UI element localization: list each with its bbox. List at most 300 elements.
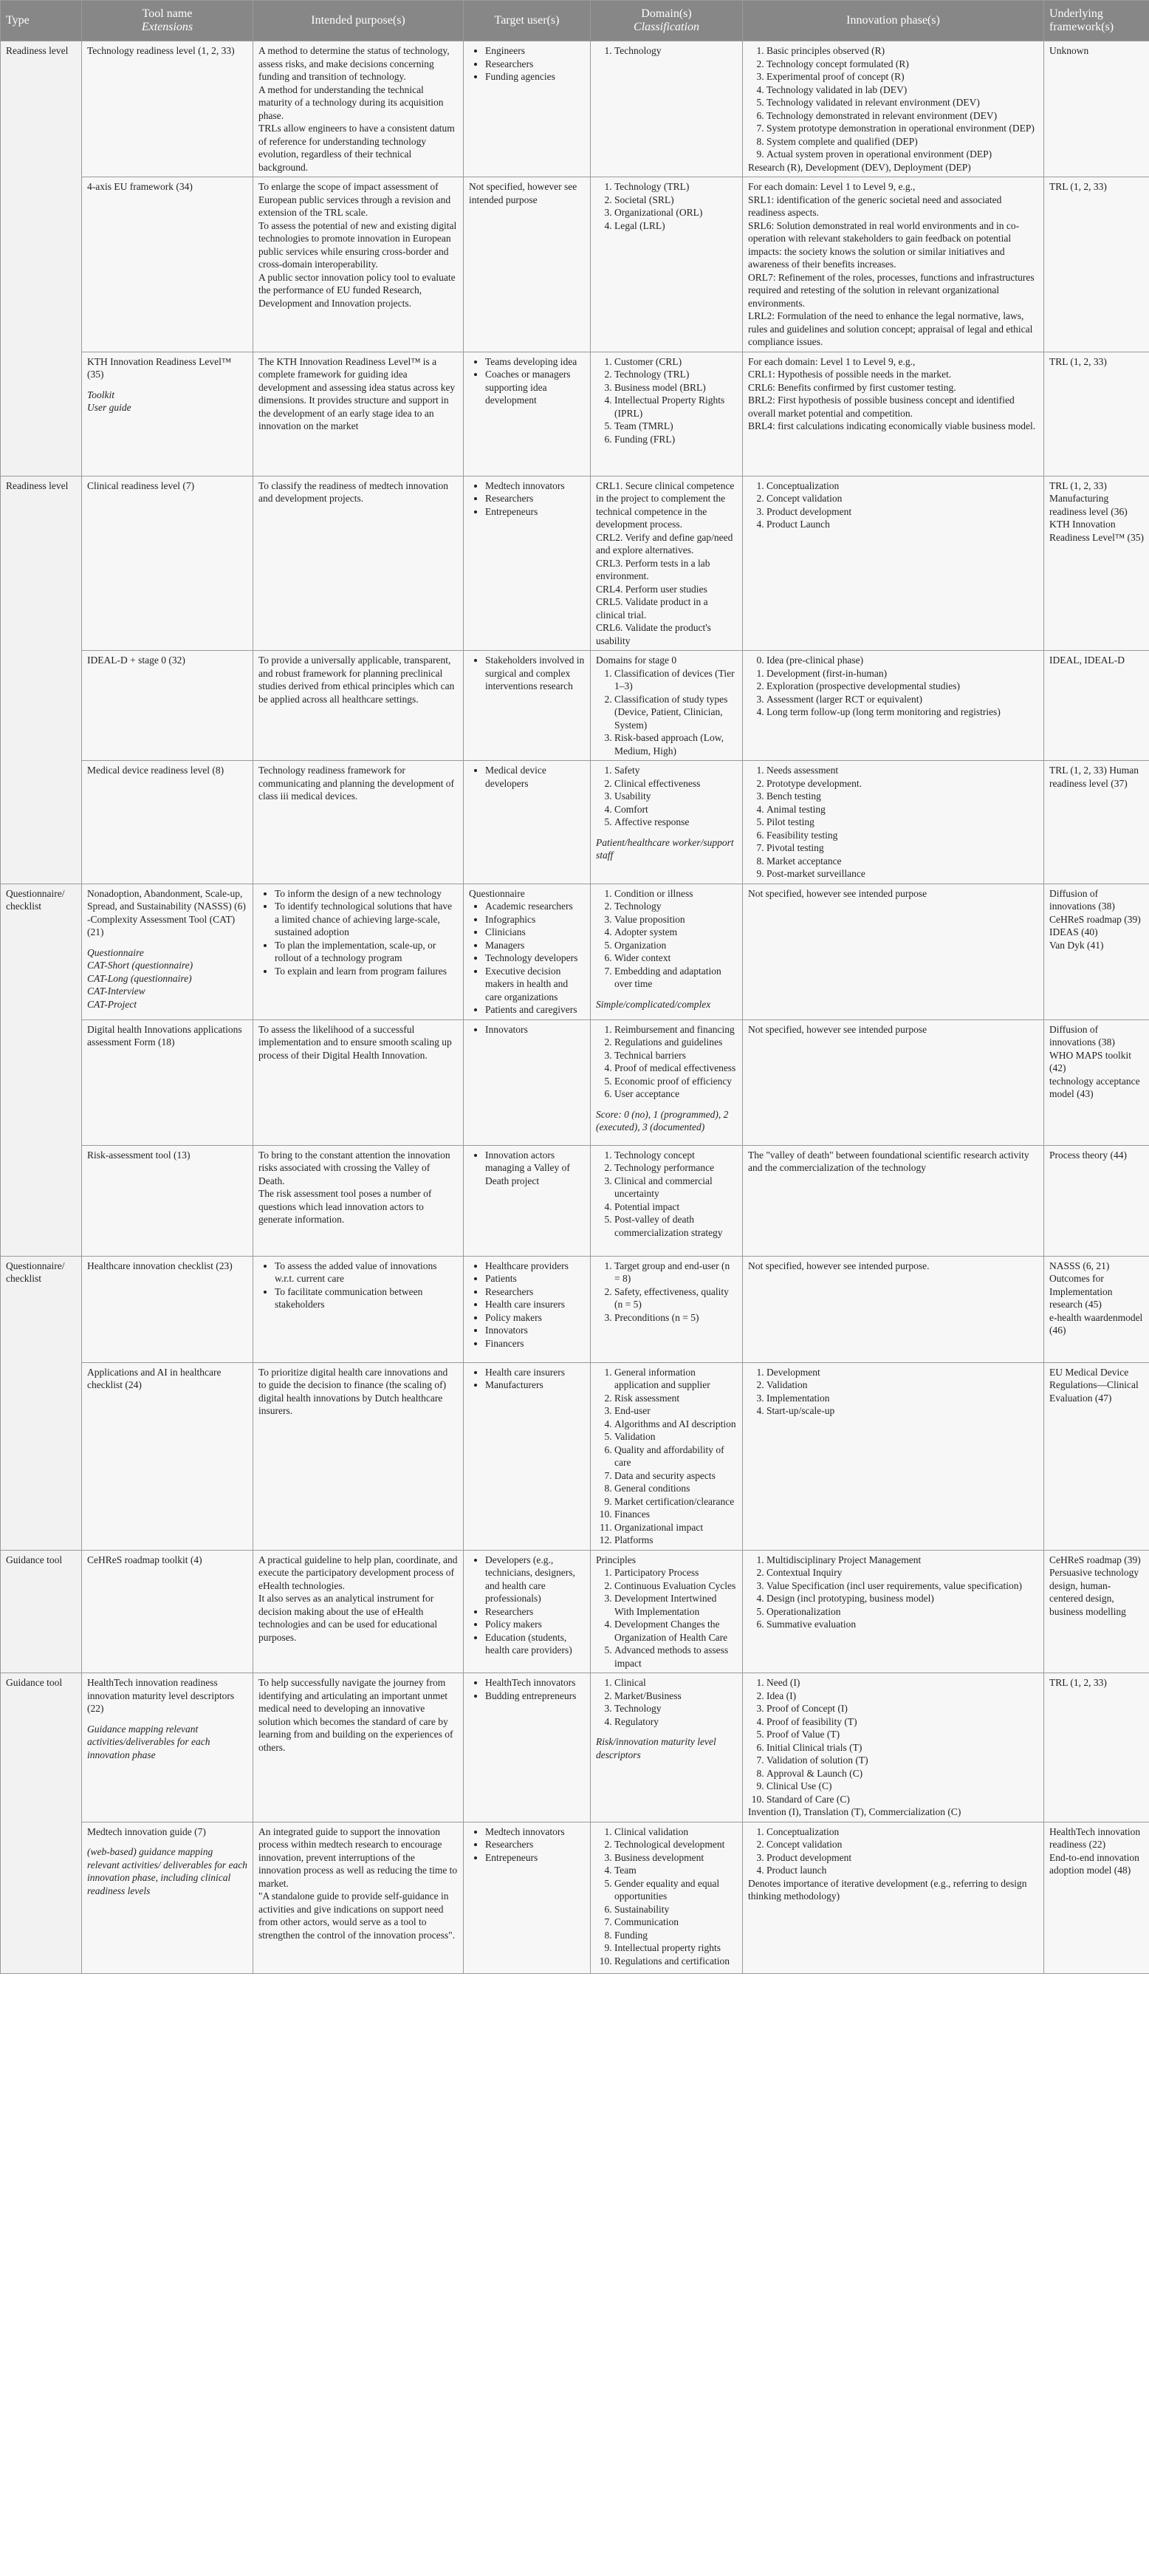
table-row	[1, 1673, 1149, 1822]
domain-item: 1. Condition or illness	[614, 887, 737, 901]
purpose-item: • To plan the implementation, scale-up, or rollout of a technology program	[275, 939, 458, 965]
framework-text: IDEAS (40)	[1049, 926, 1098, 937]
domain-item: 1. Customer (CRL)	[614, 355, 737, 369]
tool-name-cell	[82, 41, 253, 177]
user-item: • Researchers	[485, 492, 585, 505]
phases-text: CRL1: Hypothesis of possible needs in the market.	[748, 369, 952, 380]
phases-list	[748, 764, 1038, 881]
purpose-text: To bring to the constant attention the innovation risks associated with crossing the Valley of Death.	[258, 1149, 450, 1186]
phase-item: 4. Proof of feasibility (T)	[766, 1715, 1038, 1729]
domains-text: CRL1. Secure clinical competence in the project to complement the technical competence in the development process.	[596, 479, 735, 530]
domain-item: 6. Quality and affordability of care	[614, 1444, 737, 1469]
domains-list	[596, 887, 737, 991]
phases-list	[748, 654, 1038, 719]
phases-text: Not specified, however see intended purpose	[748, 887, 927, 899]
user-item: • Entrepeneurs	[485, 1851, 585, 1865]
domains-list	[596, 1566, 737, 1670]
users-list	[469, 1676, 585, 1702]
phase-item: 5. Proof of Value (T)	[766, 1728, 1038, 1741]
tool-name-cell	[82, 1256, 253, 1362]
domains-list	[596, 1825, 737, 1968]
header-domains-sub: Classification	[634, 21, 699, 33]
table-row	[1, 1362, 1149, 1550]
domains-cell	[591, 1145, 743, 1256]
tool-name-cell	[82, 1550, 253, 1673]
phase-item: 3. Value Specification (incl user requirements, value specification)	[766, 1579, 1038, 1593]
purpose-list	[258, 1260, 458, 1311]
phase-item: 3. Bench testing	[766, 790, 1038, 803]
phase-item: 2. Validation	[766, 1378, 1038, 1392]
users-list	[469, 764, 585, 790]
phase-item: 1. Multidisciplinary Project Management	[766, 1554, 1038, 1567]
tool-name-cell	[82, 651, 253, 761]
domain-item: 1. Safety	[614, 764, 737, 777]
phase-item: 4. Start-up/scale-up	[766, 1404, 1038, 1418]
tool-name-cell	[82, 1145, 253, 1256]
domain-item: 2. Technology	[614, 900, 737, 913]
tool-name: Medical device readiness level (8)	[87, 765, 224, 776]
user-item: • Innovators	[485, 1324, 585, 1337]
phases-text: SRL1: identification of the generic societal need and associated readiness aspects.	[748, 194, 1002, 218]
purpose-text: To assess the potential of new and existing digital technologies to promote innovation in European public services while ensuring cross-border and cross-domain interoperability.	[258, 219, 457, 270]
domain-item: 1. Classification of devices (Tier 1–3)	[614, 667, 737, 693]
table-row	[1, 1256, 1149, 1362]
framework-text: WHO MAPS toolkit (42)	[1049, 1049, 1132, 1073]
phases-cell	[743, 1145, 1044, 1256]
extension-item: (web-based) guidance mapping relevant activities/ deliverables for each innovation phase, including clinical readiness levels	[87, 1846, 247, 1896]
phase-item: 2. Concept validation	[766, 1838, 1038, 1851]
phases-cell	[743, 1362, 1044, 1550]
phases-list	[748, 1554, 1038, 1631]
user-item: • Financers	[485, 1337, 585, 1350]
domains-cell	[591, 1550, 743, 1673]
extension-item: CAT-Project	[87, 998, 137, 1010]
user-item: • Education (students, health care providers)	[485, 1631, 585, 1657]
phase-item: 2. Contextual Inquiry	[766, 1566, 1038, 1579]
domain-item: 1. Participatory Process	[614, 1566, 737, 1579]
phases-cell	[743, 1550, 1044, 1673]
framework-cell	[1044, 1145, 1149, 1256]
user-item: • Innovators	[485, 1023, 585, 1036]
table-body	[1, 41, 1149, 1974]
framework-text: Manufacturing readiness level (36)	[1049, 493, 1128, 517]
phases-text: The "valley of death" between foundational scientific research activity and the commercialization of the technology	[748, 1149, 1029, 1173]
domain-item: 8. General conditions	[614, 1482, 737, 1495]
header-tool-label: Tool name	[142, 7, 193, 20]
domain-item: 2. Continuous Evaluation Cycles	[614, 1579, 737, 1593]
users-cell	[464, 651, 591, 761]
domains-text: CRL6. Validate the product's usability	[596, 622, 711, 646]
phase-item: 6. Summative evaluation	[766, 1618, 1038, 1631]
domains-cell	[591, 651, 743, 761]
framework-text: KTH Innovation Readiness Level™ (35)	[1049, 519, 1144, 543]
purpose-item: • To explain and learn from program failures	[275, 965, 458, 978]
user-item: • Technology developers	[485, 952, 585, 965]
type-cell: Guidance tool	[1, 1550, 82, 1673]
tool-name: CeHReS roadmap toolkit (4)	[87, 1554, 202, 1565]
phase-item: 9. Post-market surveillance	[766, 867, 1038, 881]
framework-text: e-health waardenmodel (46)	[1049, 1311, 1143, 1336]
domain-item: 1. Clinical	[614, 1676, 737, 1690]
phases-cell	[743, 1673, 1044, 1822]
domain-item: 5. Organization	[614, 939, 737, 952]
domain-item: 2. Regulations and guidelines	[614, 1036, 737, 1049]
user-item: • Medical device developers	[485, 764, 585, 790]
phase-item: 8. Approval & Launch (C)	[766, 1767, 1038, 1780]
tool-extensions	[87, 1845, 247, 1897]
purpose-text: "A standalone guide to provide self-guidance in activities and give indications on support need from other actors, would serve as a tool to strengthen the control of the innovation process".	[258, 1890, 456, 1941]
users-cell	[464, 1550, 591, 1673]
user-item: • Teams developing idea	[485, 355, 585, 369]
purpose-text: To assess the likelihood of a successful implementation and to ensure smooth scaling up process of their Digital Health Innovation.	[258, 1023, 452, 1061]
purpose-cell	[253, 1822, 464, 1973]
tool-name: Risk-assessment tool (13)	[87, 1149, 191, 1161]
domains-cell	[591, 884, 743, 1019]
phase-item: 4. Product Launch	[766, 518, 1038, 531]
header-tool	[82, 1, 253, 41]
phase-item: 6. Initial Clinical trials (T)	[766, 1741, 1038, 1755]
user-item: • Policy makers	[485, 1311, 585, 1325]
domain-item: 1. Clinical validation	[614, 1825, 737, 1839]
domain-item: 7. Communication	[614, 1916, 737, 1929]
header-framework: Underlying framework(s)	[1044, 1, 1149, 41]
table-row	[1, 1822, 1149, 1973]
tool-name: KTH Innovation Readiness Level™ (35)	[87, 355, 232, 380]
purpose-text: To enlarge the scope of impact assessment of European public services through a revision and extension of the TRL scale.	[258, 181, 451, 218]
table-row	[1, 651, 1149, 761]
phases-cell	[743, 41, 1044, 177]
domains-cell	[591, 1822, 743, 1973]
domains-list	[596, 355, 737, 446]
domain-item: 5. Advanced methods to assess impact	[614, 1644, 737, 1670]
phases-list	[748, 1825, 1038, 1877]
header-tool-sub: Extensions	[141, 21, 193, 33]
domain-item: 7. Embedding and adaptation over time	[614, 965, 737, 991]
purpose-cell	[253, 1145, 464, 1256]
phase-item: 4. Animal testing	[766, 803, 1038, 816]
users-list	[469, 1366, 585, 1392]
users-list	[469, 654, 585, 693]
framework-text: technology acceptance model (43)	[1049, 1075, 1140, 1099]
phase-item: 1. Development	[766, 1366, 1038, 1379]
phases-cell	[743, 1019, 1044, 1145]
framework-text: Outcomes for Implementation research (45)	[1049, 1273, 1113, 1310]
user-item: • Managers	[485, 939, 585, 952]
phase-item: 4. Long term follow-up (long term monitoring and registries)	[766, 706, 1038, 719]
user-item: • Healthcare providers	[485, 1260, 585, 1273]
domain-item: 6. User acceptance	[614, 1087, 737, 1101]
domains-cell	[591, 1362, 743, 1550]
domain-item: 2. Technological development	[614, 1838, 737, 1851]
framework-text: Unknown	[1049, 45, 1089, 56]
type-cell: Guidance tool	[1, 1673, 82, 1974]
phases-cell	[743, 476, 1044, 651]
tool-name-cell	[82, 352, 253, 476]
phase-item: 2. Exploration (prospective developmental studies)	[766, 680, 1038, 693]
tool-name-cell	[82, 177, 253, 352]
framework-cell	[1044, 352, 1149, 476]
domain-item: 4. Algorithms and AI description	[614, 1418, 737, 1431]
phase-item: 9. Actual system proven in operational environment (DEP)	[766, 148, 1038, 161]
purpose-text: To prioritize digital health care innovations and to guide the decision to finance (the scaling of) digital health innovations by Dutch healthcare insurers.	[258, 1366, 448, 1416]
phases-cell	[743, 177, 1044, 352]
type-cell: Questionnaire/ checklist	[1, 1256, 82, 1550]
phases-text: For each domain: Level 1 to Level 9, e.g.,	[748, 181, 916, 192]
table-row	[1, 1550, 1149, 1673]
phases-cell	[743, 884, 1044, 1019]
user-item: • Researchers	[485, 58, 585, 71]
domain-item: 3. Development Intertwined With Implementation	[614, 1592, 737, 1618]
purpose-cell	[253, 1256, 464, 1362]
table-row	[1, 352, 1149, 476]
tool-name-cell	[82, 476, 253, 651]
users-cell	[464, 1362, 591, 1550]
users-cell	[464, 476, 591, 651]
users-cell	[464, 352, 591, 476]
phase-item: 2. Concept validation	[766, 492, 1038, 505]
user-item: • Innovation actors managing a Valley of Death project	[485, 1149, 585, 1188]
domain-item: 2. Safety, effectiveness, quality (n = 5)	[614, 1285, 737, 1311]
purpose-text: A public sector innovation policy tool to evaluate the performance of EU funded Research, Development and Innovation projects.	[258, 271, 456, 309]
user-item: • Entrepeneurs	[485, 505, 585, 519]
table-row	[1, 41, 1149, 177]
domain-item: 1. General information application and supplier	[614, 1366, 737, 1392]
domain-item: 3. End-user	[614, 1404, 737, 1418]
domains-note: Score: 0 (no), 1 (programmed), 2 (executed), 3 (documented)	[596, 1108, 729, 1132]
type-cell: Readiness level	[1, 41, 82, 476]
domain-item: 4. Development Changes the Organization of Health Care	[614, 1618, 737, 1644]
domain-item: 5. Gender equality and equal opportunities	[614, 1877, 737, 1903]
user-item: • Researchers	[485, 1605, 585, 1619]
domain-item: 4. Proof of medical effectiveness	[614, 1062, 737, 1075]
domains-intro: Principles	[596, 1554, 636, 1565]
phases-list	[748, 44, 1038, 161]
framework-cell	[1044, 1550, 1149, 1673]
users-cell	[464, 1019, 591, 1145]
tool-name: Nonadoption, Abandonment, Scale-up, Spread, and Sustainability (NASSS) (6) -Complexity Assessment Tool (CAT) (21)	[87, 887, 246, 937]
domain-item: 4. Intellectual Property Rights (IPRL)	[614, 394, 737, 420]
domain-item: 11. Organizational impact	[614, 1521, 737, 1534]
purpose-text: To help successfully navigate the journey from identifying and articulating an important unmet medical need to developing an innovative solution which becomes the standard of care by learning from and building on the experiences of others.	[258, 1677, 453, 1753]
phase-item: 1. Development (first-in-human)	[766, 667, 1038, 680]
framework-text: HealthTech innovation readiness (22)	[1049, 1825, 1141, 1850]
domains-note: Simple/complicated/complex	[596, 998, 711, 1010]
tool-name-cell	[82, 1362, 253, 1550]
domains-cell	[591, 1673, 743, 1822]
user-item: • Patients and caregivers	[485, 1003, 585, 1017]
phase-item: 1. Basic principles observed (R)	[766, 44, 1038, 58]
domains-cell	[591, 476, 743, 651]
purpose-text: A method to determine the status of technology, assess risks, and make decisions concerning funding and transition of technology.	[258, 45, 450, 82]
framework-text: End-to-end innovation adoption model (48)	[1049, 1851, 1139, 1876]
users-list	[469, 479, 585, 519]
phase-item: 3. Product development	[766, 1851, 1038, 1865]
table-row	[1, 761, 1149, 884]
user-item: • Academic researchers	[485, 900, 585, 913]
domain-item: 5. Post-valley of death commercialization strategy	[614, 1213, 737, 1239]
phases-note: Research (R), Development (DEV), Deployment (DEP)	[748, 161, 971, 173]
framework-cell	[1044, 1822, 1149, 1973]
domain-item: 5. Affective response	[614, 816, 737, 829]
phase-item: 2. Idea (I)	[766, 1690, 1038, 1703]
domain-item: 4. Comfort	[614, 803, 737, 816]
users-cell	[464, 1256, 591, 1362]
user-item: • Policy makers	[485, 1618, 585, 1631]
table-row	[1, 884, 1149, 1019]
tool-name: Medtech innovation guide (7)	[87, 1825, 206, 1837]
tool-name: Clinical readiness level (7)	[87, 479, 195, 491]
framework-text: Van Dyk (41)	[1049, 939, 1104, 951]
purpose-item: • To identify technological solutions that have a limited chance of achieving large-scale, sustained adoption	[275, 900, 458, 939]
framework-text: TRL (1, 2, 33)	[1049, 355, 1107, 367]
header-type: Type	[1, 1, 82, 41]
users-list	[469, 355, 585, 407]
user-item: • Health care insurers	[485, 1366, 585, 1379]
user-item: • Manufacturers	[485, 1378, 585, 1392]
framework-text: NASSS (6, 21)	[1049, 1260, 1110, 1271]
users-intro: Questionnaire	[469, 887, 525, 899]
phases-text: For each domain: Level 1 to Level 9, e.g.,	[748, 355, 916, 367]
phase-item: 4. Technology validated in lab (DEV)	[766, 83, 1038, 97]
domain-item: 9. Market certification/clearance	[614, 1495, 737, 1509]
purpose-text: The risk assessment tool poses a number of questions which lead innovation actors to generate information.	[258, 1188, 432, 1225]
phases-text: SRL6: Solution demonstrated in real world environments and in co-operation with relevant stakeholders to gain feedback on potential impacts: the society knows the solution or similar initiatives and awareness of their benefits increases.	[748, 219, 1020, 270]
domains-cell	[591, 1256, 743, 1362]
users-cell	[464, 884, 591, 1019]
framework-cell	[1044, 884, 1149, 1019]
user-item: • Developers (e.g., technicians, designers, and health care professionals)	[485, 1554, 585, 1605]
users-list	[469, 1023, 585, 1036]
domain-item: 5. Validation	[614, 1430, 737, 1444]
extension-item: Toolkit	[87, 389, 115, 400]
phase-item: 2. Prototype development.	[766, 777, 1038, 790]
framework-text: TRL (1, 2, 33)	[1049, 479, 1107, 491]
type-cell: Readiness level	[1, 476, 82, 884]
phase-item: 5. Pilot testing	[766, 816, 1038, 829]
header-domains	[591, 1, 743, 41]
phases-note: Invention (I), Translation (T), Commercialization (C)	[748, 1806, 961, 1817]
phase-item: 8. System complete and qualified (DEP)	[766, 135, 1038, 148]
header-users: Target user(s)	[464, 1, 591, 41]
domain-item: 12. Platforms	[614, 1534, 737, 1547]
domain-item: 1. Technology (TRL)	[614, 180, 737, 194]
phase-item: 5. Operationalization	[766, 1605, 1038, 1619]
domain-item: 9. Intellectual property rights	[614, 1941, 737, 1955]
users-text: Not specified, however see intended purpose	[469, 181, 577, 205]
user-item: • Patients	[485, 1272, 585, 1285]
phase-item: 6. Technology demonstrated in relevant environment (DEV)	[766, 109, 1038, 123]
tool-name: 4-axis EU framework (34)	[87, 181, 193, 192]
framework-cell	[1044, 177, 1149, 352]
phases-cell	[743, 651, 1044, 761]
domains-list	[596, 667, 737, 758]
domain-item: 6. Sustainability	[614, 1903, 737, 1916]
domain-item: 1. Reimbursement and financing	[614, 1023, 737, 1036]
phase-item: 2. Technology concept formulated (R)	[766, 58, 1038, 71]
domains-list	[596, 1023, 737, 1101]
purpose-cell	[253, 1550, 464, 1673]
domain-item: 1. Technology	[614, 44, 737, 58]
users-cell	[464, 1145, 591, 1256]
phase-item: 7. Validation of solution (T)	[766, 1754, 1038, 1767]
phases-text: BRL4: first calculations indicating economically viable business model.	[748, 420, 1036, 431]
users-cell	[464, 177, 591, 352]
table-row	[1, 1145, 1149, 1256]
header-phases: Innovation phase(s)	[743, 1, 1044, 41]
domains-cell	[591, 352, 743, 476]
domains-intro: Domains for stage 0	[596, 655, 677, 666]
domain-item: 3. Clinical and commercial uncertainty	[614, 1175, 737, 1200]
purpose-text: A practical guideline to help plan, coordinate, and execute the participatory development process of eHealth technologies.	[258, 1554, 458, 1591]
domain-item: 7. Data and security aspects	[614, 1469, 737, 1483]
domain-item: 1. Target group and end-user (n = 8)	[614, 1260, 737, 1285]
purpose-text: To classify the readiness of medtech innovation and development projects.	[258, 479, 448, 504]
phase-item: 3. Experimental proof of concept (R)	[766, 70, 1038, 83]
purpose-text: TRLs allow engineers to have a consistent datum of reference for understanding technology evolution, regardless of their technical background.	[258, 123, 455, 173]
purpose-cell	[253, 651, 464, 761]
phases-cell	[743, 1822, 1044, 1973]
extension-item: CAT-Short (questionnaire)	[87, 960, 193, 971]
tool-name: Digital health Innovations applications assessment Form (18)	[87, 1023, 242, 1048]
phase-item: 4. Design (incl prototyping, business model)	[766, 1592, 1038, 1605]
phases-cell	[743, 1256, 1044, 1362]
domains-list	[596, 1676, 737, 1728]
framework-cell	[1044, 476, 1149, 651]
tool-name-cell	[82, 1019, 253, 1145]
domains-list	[596, 1366, 737, 1547]
user-item: • Executive decision makers in health and care organizations	[485, 965, 585, 1004]
purpose-cell	[253, 1673, 464, 1822]
phases-list	[748, 479, 1038, 531]
tool-name-cell	[82, 761, 253, 884]
framework-text: TRL (1, 2, 33)	[1049, 181, 1107, 192]
tool-name: Applications and AI in healthcare checklist (24)	[87, 1366, 222, 1390]
purpose-item: • To inform the design of a new technology	[275, 887, 458, 901]
tool-extensions	[87, 1723, 247, 1762]
phase-item: 1. Conceptualization	[766, 1825, 1038, 1839]
purpose-text: To provide a universally applicable, transparent, and robust framework for planning preclinical studies derived from ethical principles which can be applied across all healthcare settings.	[258, 655, 455, 705]
purpose-cell	[253, 476, 464, 651]
framework-text: Diffusion of innovations (38)	[1049, 1023, 1115, 1048]
domains-note: Risk/innovation maturity level descriptors	[596, 1736, 716, 1760]
users-cell	[464, 761, 591, 884]
header-purpose: Intended purpose(s)	[253, 1, 464, 41]
purpose-cell	[253, 1362, 464, 1550]
table-row	[1, 177, 1149, 352]
domain-item: 3. Organizational (ORL)	[614, 206, 737, 219]
user-item: • Researchers	[485, 1838, 585, 1851]
user-item: • Medtech innovators	[485, 1825, 585, 1839]
phases-text: Not specified, however see intended purpose.	[748, 1260, 930, 1271]
phases-text: Not specified, however see intended purpose	[748, 1023, 927, 1035]
framework-text: Diffusion of innovations (38) CeHReS roadmap (39)	[1049, 887, 1141, 925]
purpose-cell	[253, 1019, 464, 1145]
phases-text: ORL7: Refinement of the roles, processes, functions and infrastructures required and retesting of the solution in relevant organizational environments.	[748, 271, 1035, 309]
purpose-cell	[253, 177, 464, 352]
domains-cell	[591, 177, 743, 352]
domains-text: CRL5. Validate product in a clinical trial.	[596, 596, 708, 621]
purpose-cell	[253, 761, 464, 884]
domains-cell	[591, 761, 743, 884]
extension-item: Guidance mapping relevant activities/deliverables for each innovation phase	[87, 1723, 210, 1760]
domains-note: Patient/healthcare worker/support staff	[596, 836, 734, 861]
framework-text: IDEAL, IDEAL-D	[1049, 655, 1125, 666]
purpose-text: It also serves as an analytical instrument for decision making about the use of eHealth technologies and can be used for educational purposes.	[258, 1593, 438, 1643]
user-item: • Clinicians	[485, 926, 585, 939]
domain-item: 2. Societal (SRL)	[614, 194, 737, 207]
purpose-item: • To facilitate communication between stakeholders	[275, 1285, 458, 1311]
phase-item: 3. Implementation	[766, 1392, 1038, 1405]
